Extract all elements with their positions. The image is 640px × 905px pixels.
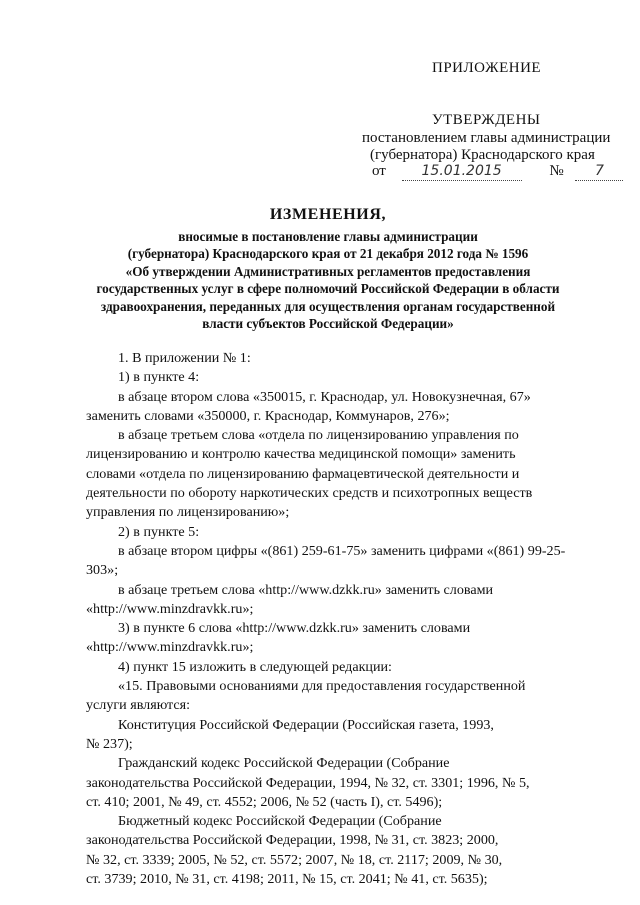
- body-line: в абзаце втором цифры «(861) 259-61-75» заменить цифрами «(861) 99-25-: [118, 542, 566, 559]
- date-number-row: [372, 163, 623, 181]
- body-line: 303»;: [86, 562, 119, 579]
- approved-by-line-2: (губернатора) Краснодарского края: [370, 147, 595, 163]
- title-line: «Об утверждении Административных регламентов предоставления: [125, 263, 531, 279]
- title-line: вносимые в постановление главы администрации: [178, 229, 478, 244]
- body-line: 1. В приложении № 1:: [118, 350, 251, 366]
- document-body: [86, 349, 607, 889]
- body-line: Гражданский кодекс Российской Федерации (Собрание: [118, 755, 450, 772]
- body-line: «http://www.minzdravkk.ru»;: [86, 600, 254, 617]
- title-main: ИЗМЕНЕНИЯ,: [269, 206, 387, 223]
- document-title: [80, 206, 576, 332]
- approved-by-line-1: постановлением главы администрации: [362, 130, 611, 146]
- body-line: законодательства Российской Федерации, 1994, № 32, ст. 3301; 1996, № 5,: [86, 774, 530, 791]
- body-line: 1) в пункте 4:: [118, 369, 200, 386]
- body-line: 4) пункт 15 изложить в следующей редакции:: [118, 658, 392, 675]
- body-line: в абзаце третьем слова «отдела по лицензированию управления по: [118, 427, 519, 444]
- title-line: здравоохранения, переданных для осуществления органам государственной: [100, 298, 556, 314]
- body-line: услуги являются:: [86, 697, 191, 714]
- title-line: власти субъектов Российской Федерации»: [202, 316, 454, 332]
- body-line: ст. 410; 2001, № 49, ст. 4552; 2006, № 52 (часть I), ст. 5496);: [86, 793, 443, 810]
- body-line: в абзаце втором слова «350015, г. Краснодар, ул. Новокузнечная, 67»: [118, 388, 531, 405]
- handwritten-number: 7: [594, 163, 604, 179]
- body-line: словами «отдела по лицензированию фармацевтической деятельности и: [86, 465, 520, 482]
- body-line: 2) в пункте 5:: [118, 523, 200, 540]
- body-line: «http://www.minzdravkk.ru»;: [86, 639, 254, 656]
- body-line: заменить словами «350000, г. Краснодар, Коммунаров, 276»;: [86, 407, 450, 424]
- title-line: (губернатора) Краснодарского края от 21 декабря 2012 года № 1596: [127, 246, 529, 262]
- handwritten-date: 15.01.2015: [421, 163, 502, 179]
- appendix-heading: ПРИЛОЖЕНИЕ: [432, 60, 542, 76]
- body-line: деятельности по обороту наркотических средств и психотропных веществ: [86, 485, 533, 502]
- body-line: «15. Правовыми основаниями для предоставления государственной: [118, 678, 526, 695]
- body-line: управления по лицензированию»;: [86, 504, 290, 521]
- date-field: [402, 163, 522, 181]
- body-line: ст. 3739; 2010, № 31, ст. 4198; 2011, № 15, ст. 2041; № 41, ст. 5635);: [86, 871, 488, 888]
- number-label: №: [549, 163, 564, 179]
- body-line: Бюджетный кодекс Российской Федерации (Собрание: [118, 813, 442, 830]
- body-line: в абзаце третьем слова «http://www.dzkk.ru» заменить словами: [118, 581, 494, 598]
- from-label: от: [372, 163, 386, 179]
- body-line: лицензированию и контролю качества медицинской помощи» заменить: [86, 446, 516, 463]
- body-line: № 237);: [86, 735, 133, 752]
- approved-heading: УТВЕРЖДЕНЫ: [432, 112, 541, 128]
- title-line: государственных услуг в сфере полномочий Российской Федерации в области: [96, 281, 560, 297]
- number-field: [575, 163, 623, 181]
- body-line: № 32, ст. 3339; 2005, № 52, ст. 5572; 2007, № 18, ст. 2117; 2009, № 30,: [86, 851, 503, 868]
- body-line: Конституция Российской Федерации (Российская газета, 1993,: [118, 716, 494, 733]
- body-line: 3) в пункте 6 слова «http://www.dzkk.ru» заменить словами: [118, 620, 471, 637]
- body-line: законодательства Российской Федерации, 1998, № 31, ст. 3823; 2000,: [86, 832, 499, 849]
